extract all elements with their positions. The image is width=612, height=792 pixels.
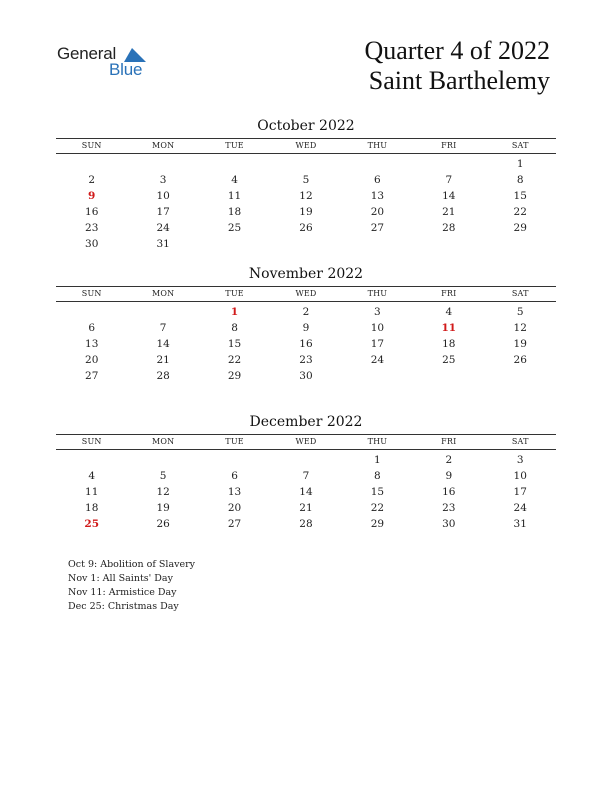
day-cell: 14: [156, 338, 170, 350]
day-cell: 29: [227, 370, 242, 382]
day-cell: 17: [156, 206, 170, 218]
weekday-label: MON: [151, 437, 175, 446]
logo-text-blue: Blue: [109, 60, 143, 79]
day-cell: 12: [156, 486, 170, 498]
day-cell: 29: [370, 518, 385, 530]
weekday-label: FRI: [441, 289, 457, 298]
day-cell: 2: [302, 306, 310, 318]
week-row: [56, 352, 556, 368]
day-cell: 27: [370, 222, 385, 234]
weekday-label: THU: [367, 437, 388, 446]
day-cell: 25: [442, 354, 456, 366]
day-cell: 26: [513, 354, 527, 366]
day-cell: 27: [227, 518, 242, 530]
week-row: [56, 516, 556, 532]
day-cell: 3: [516, 454, 524, 466]
day-cell: 21: [299, 502, 313, 514]
week-row: [56, 452, 556, 468]
weekday-header: [56, 138, 556, 154]
week-row: [56, 220, 556, 236]
day-cell: 19: [156, 502, 170, 514]
week-row: [56, 236, 556, 252]
day-cell: 18: [227, 206, 242, 218]
day-cell: 15: [227, 338, 242, 350]
empty-day-cell: [199, 452, 270, 468]
day-cell: 30: [85, 238, 99, 250]
weekday-label: THU: [367, 141, 388, 150]
weekday-label: WED: [295, 141, 317, 150]
weekday-label: SUN: [81, 141, 102, 150]
day-cell: 28: [299, 518, 313, 530]
empty-day-cell: [270, 156, 341, 172]
day-cell: 21: [156, 354, 170, 366]
month-november: [56, 264, 556, 384]
empty-day-cell: [270, 236, 341, 252]
week-row: [56, 204, 556, 220]
weekday-label: SAT: [511, 141, 529, 150]
day-cell: 18: [85, 502, 99, 514]
day-cell: 28: [442, 222, 456, 234]
empty-day-cell: [127, 304, 198, 320]
day-cell: 10: [513, 470, 527, 482]
day-cell: 4: [88, 470, 96, 482]
day-cell: 3: [374, 306, 381, 318]
day-cell: 22: [370, 502, 385, 514]
empty-day-cell: [127, 156, 198, 172]
empty-day-cell: [127, 452, 198, 468]
day-cell: 15: [370, 486, 385, 498]
day-cell: 29: [513, 222, 527, 234]
day-cell: 1: [516, 158, 524, 170]
empty-day-cell: [342, 236, 413, 252]
day-cell: 18: [442, 338, 456, 350]
weekday-label: SUN: [81, 437, 102, 446]
day-cell: 1: [374, 454, 381, 466]
day-cell: 23: [299, 354, 313, 366]
day-cell: 22: [227, 354, 242, 366]
week-row: [56, 188, 556, 204]
day-cell: 2: [445, 454, 453, 466]
day-cell: 3: [159, 174, 167, 186]
holiday-notes: [68, 558, 195, 614]
day-cell: 6: [88, 322, 96, 334]
day-cell: 31: [513, 518, 527, 530]
day-cell: 12: [513, 322, 527, 334]
weekday-label: FRI: [441, 437, 457, 446]
holiday-note: Oct 9: Abolition of Slavery: [68, 559, 196, 570]
day-cell: 4: [231, 174, 238, 186]
day-cell: 2: [88, 174, 96, 186]
week-row: [56, 156, 556, 172]
day-cell: 23: [85, 222, 99, 234]
weekday-label: THU: [367, 289, 388, 298]
day-cell: 20: [370, 206, 385, 218]
day-cell: 9: [302, 322, 310, 334]
day-cell: 24: [370, 354, 385, 366]
week-row: [56, 304, 556, 320]
holiday-note: Nov 11: Armistice Day: [68, 587, 177, 598]
week-row: [56, 172, 556, 188]
title-quarter: Quarter 4 of 2022: [364, 36, 550, 65]
holiday-day-cell: 1: [230, 306, 239, 318]
empty-day-cell: [270, 452, 341, 468]
day-cell: 30: [299, 370, 313, 382]
empty-day-cell: [413, 156, 484, 172]
day-cell: 7: [159, 322, 167, 334]
holiday-note: Nov 1: All Saints' Day: [68, 573, 173, 584]
weekday-label: SUN: [81, 289, 102, 298]
day-cell: 19: [513, 338, 527, 350]
holiday-note: Dec 25: Christmas Day: [68, 601, 179, 612]
day-cell: 20: [227, 502, 242, 514]
title-country: Saint Barthelemy: [368, 66, 550, 95]
month-title: October 2022: [257, 118, 355, 134]
day-cell: 13: [85, 338, 99, 350]
day-cell: 16: [85, 206, 99, 218]
day-cell: 17: [513, 486, 527, 498]
empty-day-cell: [56, 304, 127, 320]
day-cell: 22: [513, 206, 527, 218]
day-cell: 5: [159, 470, 167, 482]
day-cell: 11: [85, 486, 99, 498]
generalblue-logo: [57, 42, 177, 82]
day-cell: 8: [374, 470, 381, 482]
month-title: December 2022: [249, 414, 363, 430]
weekday-header: [56, 286, 556, 302]
weekday-label: FRI: [441, 141, 457, 150]
day-cell: 16: [299, 338, 313, 350]
weekday-label: TUE: [225, 437, 244, 446]
empty-day-cell: [56, 452, 127, 468]
day-cell: 10: [370, 322, 385, 334]
month-title: November 2022: [248, 266, 364, 282]
day-cell: 13: [370, 190, 385, 202]
day-cell: 10: [156, 190, 170, 202]
week-row: [56, 336, 556, 352]
empty-day-cell: [413, 368, 484, 384]
day-cell: 25: [227, 222, 242, 234]
week-row: [56, 368, 556, 384]
day-cell: 26: [299, 222, 313, 234]
empty-day-cell: [342, 156, 413, 172]
empty-day-cell: [485, 368, 556, 384]
day-cell: 21: [442, 206, 456, 218]
weekday-label: TUE: [225, 141, 244, 150]
weekday-label: SAT: [511, 437, 529, 446]
day-cell: 6: [231, 470, 238, 482]
weekday-label: WED: [295, 437, 317, 446]
day-cell: 24: [513, 502, 527, 514]
day-cell: 31: [156, 238, 170, 250]
empty-day-cell: [56, 156, 127, 172]
weekday-label: TUE: [225, 289, 244, 298]
weekday-label: SAT: [511, 289, 529, 298]
weekday-label: WED: [295, 289, 317, 298]
week-row: [56, 500, 556, 516]
weekday-header: [56, 434, 556, 450]
holiday-day-cell: 25: [84, 518, 100, 530]
week-row: [56, 468, 556, 484]
empty-day-cell: [485, 236, 556, 252]
empty-day-cell: [199, 236, 270, 252]
logo-text-general: General: [57, 44, 117, 63]
day-cell: 7: [302, 470, 310, 482]
day-cell: 13: [227, 486, 242, 498]
day-cell: 20: [85, 354, 99, 366]
day-cell: 4: [445, 306, 453, 318]
day-cell: 30: [442, 518, 456, 530]
day-cell: 27: [85, 370, 99, 382]
day-cell: 14: [442, 190, 456, 202]
day-cell: 28: [156, 370, 170, 382]
day-cell: 19: [299, 206, 313, 218]
month-december: [56, 412, 556, 532]
day-cell: 9: [445, 470, 453, 482]
empty-day-cell: [199, 156, 270, 172]
day-cell: 24: [156, 222, 170, 234]
day-cell: 7: [445, 174, 453, 186]
day-cell: 23: [442, 502, 456, 514]
day-cell: 5: [516, 306, 524, 318]
day-cell: 12: [299, 190, 313, 202]
day-cell: 26: [156, 518, 170, 530]
day-cell: 5: [302, 174, 310, 186]
week-row: [56, 484, 556, 500]
empty-day-cell: [342, 368, 413, 384]
holiday-day-cell: 9: [88, 190, 96, 202]
day-cell: 14: [299, 486, 313, 498]
day-cell: 16: [442, 486, 456, 498]
day-cell: 15: [513, 190, 527, 202]
holiday-day-cell: 11: [441, 322, 457, 334]
day-cell: 11: [227, 190, 242, 202]
day-cell: 6: [374, 174, 381, 186]
month-october: [56, 116, 556, 252]
week-row: [56, 320, 556, 336]
day-cell: 17: [370, 338, 385, 350]
empty-day-cell: [413, 236, 484, 252]
page-title: [364, 36, 550, 96]
day-cell: 8: [231, 322, 238, 334]
day-cell: 8: [516, 174, 524, 186]
weekday-label: MON: [151, 289, 175, 298]
weekday-label: MON: [151, 141, 175, 150]
